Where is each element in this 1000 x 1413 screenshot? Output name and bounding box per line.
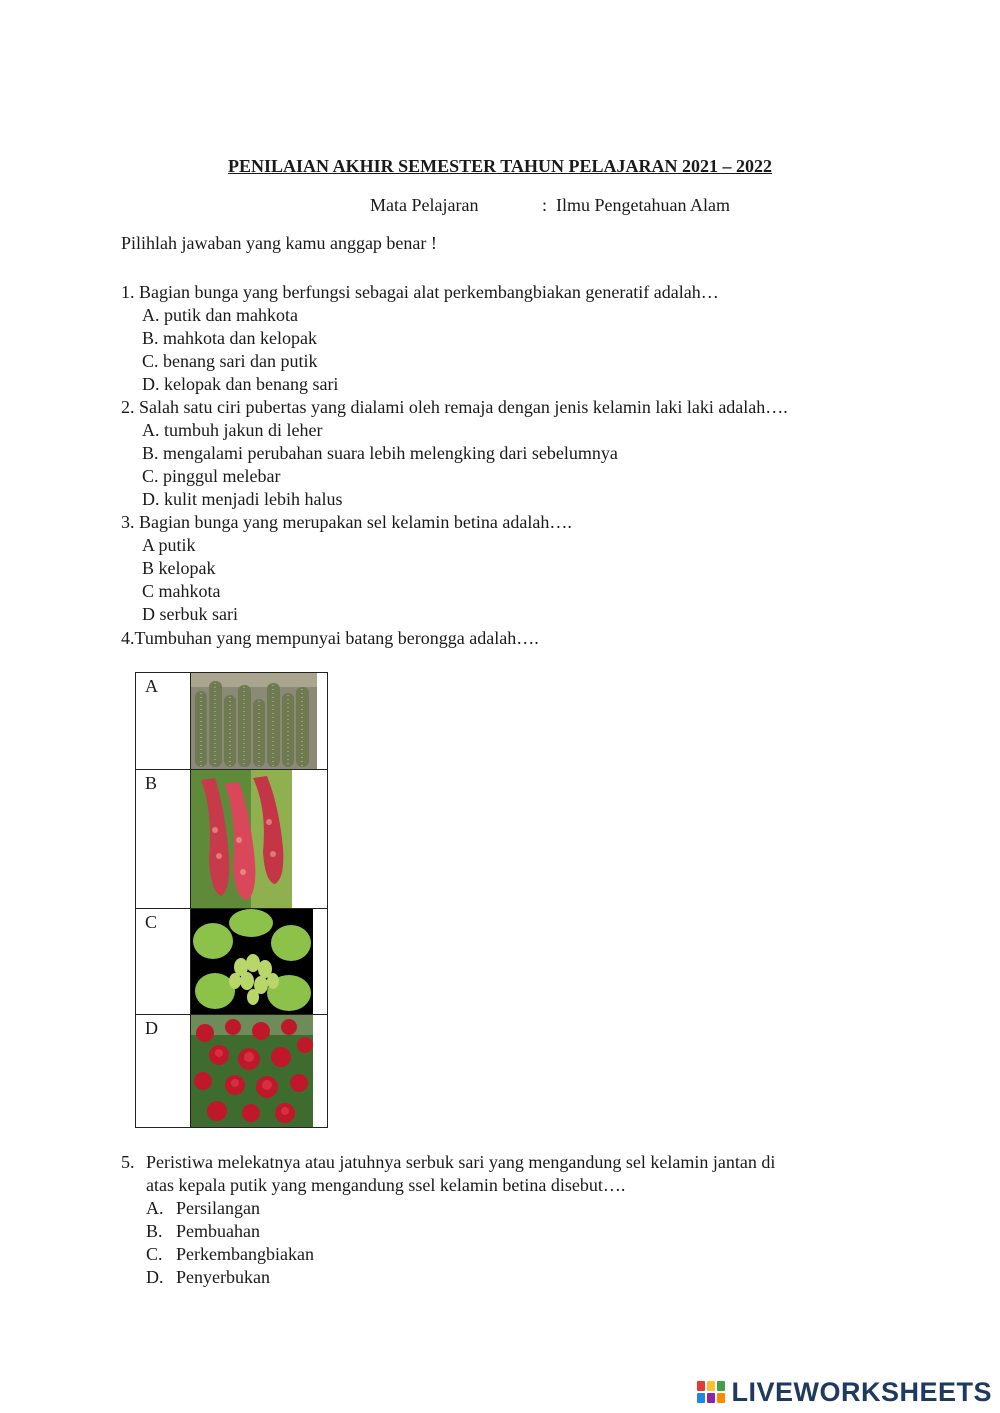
q5-option-b[interactable] xyxy=(146,1220,260,1243)
q4-row-d[interactable] xyxy=(136,1015,328,1128)
question-5-line-2: atas kepala putik yang mengandung ssel kelamin betina disebut…. xyxy=(146,1175,626,1195)
q4-image-cell-a xyxy=(191,673,328,770)
q2-option-d[interactable]: D. kulit menjadi lebih halus xyxy=(142,489,343,509)
logo-text: LIVEWORKSHEETS xyxy=(731,1376,992,1407)
q2-option-b[interactable]: B. mengalami perubahan suara lebih melengking dari sebelumnya xyxy=(142,443,618,463)
q5-option-a-label: Persilangan xyxy=(176,1198,260,1218)
q4-letter-b: B xyxy=(136,770,191,909)
question-3: 3. Bagian bunga yang merupakan sel kelamin betina adalah…. xyxy=(121,512,572,532)
logo-mark-cell xyxy=(697,1393,705,1403)
q5-option-b-label: Pembuahan xyxy=(176,1221,260,1241)
q5-option-d[interactable] xyxy=(146,1266,270,1289)
q3-option-a[interactable]: A putik xyxy=(142,535,196,555)
q4-row-b[interactable] xyxy=(136,770,328,909)
q4-image-cell-c xyxy=(191,909,328,1015)
q2-option-a[interactable]: A. tumbuh jakun di leher xyxy=(142,420,323,440)
cactus-image xyxy=(191,673,317,769)
q5-option-b-key: B. xyxy=(146,1221,163,1241)
subject-label: Mata Pelajaran xyxy=(370,195,479,215)
q5-option-c-label: Perkembangbiakan xyxy=(176,1244,314,1264)
q4-image-cell-d xyxy=(191,1015,328,1128)
q5-option-c-key: C. xyxy=(146,1244,163,1264)
q5-option-a-key: A. xyxy=(146,1198,164,1218)
q1-option-b[interactable]: B. mahkota dan kelopak xyxy=(142,328,317,348)
q1-option-c[interactable]: C. benang sari dan putik xyxy=(142,351,318,371)
q4-row-c[interactable] xyxy=(136,909,328,1015)
logo-mark-cell xyxy=(717,1393,725,1403)
question-1: 1. Bagian bunga yang berfungsi sebagai alat perkembangbiakan generatif adalah… xyxy=(121,282,719,302)
q4-letter-d: D xyxy=(136,1015,191,1128)
q4-letter-a: A xyxy=(136,673,191,770)
q3-option-d[interactable]: D serbuk sari xyxy=(142,604,238,624)
q2-option-c[interactable]: C. pinggul melebar xyxy=(142,466,281,486)
subject-value: : Ilmu Pengetahuan Alam xyxy=(542,195,730,215)
q5-option-d-key: D. xyxy=(146,1267,164,1287)
q1-option-d[interactable]: D. kelopak dan benang sari xyxy=(142,374,339,394)
exam-title: PENILAIAN AKHIR SEMESTER TAHUN PELAJARAN 2021 – 2022 xyxy=(228,156,772,176)
q3-option-c[interactable]: C mahkota xyxy=(142,581,221,601)
q1-option-a[interactable]: A. putik dan mahkota xyxy=(142,305,298,325)
q5-option-a[interactable] xyxy=(146,1197,260,1220)
subject-line xyxy=(370,195,730,216)
liveworksheets-logo[interactable] xyxy=(697,1377,992,1407)
q5-option-c[interactable] xyxy=(146,1243,314,1266)
pennywort-image xyxy=(191,909,313,1014)
logo-mark-cell xyxy=(707,1381,715,1391)
question-5 xyxy=(121,1151,881,1197)
question-5-line-1: Peristiwa melekatnya atau jatuhnya serbuk sari yang mengandung sel kelamin jantan di xyxy=(146,1152,776,1172)
q4-image-table xyxy=(135,672,328,1128)
logo-mark-cell xyxy=(707,1393,715,1403)
logo-mark-cell xyxy=(717,1381,725,1391)
liveworksheets-logo-icon xyxy=(697,1381,725,1403)
q4-image-cell-b xyxy=(191,770,328,909)
instruction: Pilihlah jawaban yang kamu anggap benar ! xyxy=(121,233,437,253)
red-roses-image xyxy=(191,1015,313,1127)
q4-row-a[interactable] xyxy=(136,673,328,770)
q4-letter-c: C xyxy=(136,909,191,1015)
question-2: 2. Salah satu ciri pubertas yang dialami oleh remaja dengan jenis kelamin laki laki adalah…. xyxy=(121,397,788,417)
question-4: 4.Tumbuhan yang mempunyai batang berongga adalah…. xyxy=(121,628,539,648)
logo-mark-cell xyxy=(697,1381,705,1391)
q3-option-b[interactable]: B kelopak xyxy=(142,558,216,578)
q5-option-d-label: Penyerbukan xyxy=(176,1267,270,1287)
pitcher-plant-image xyxy=(191,770,292,908)
question-5-number: 5. xyxy=(121,1152,135,1172)
